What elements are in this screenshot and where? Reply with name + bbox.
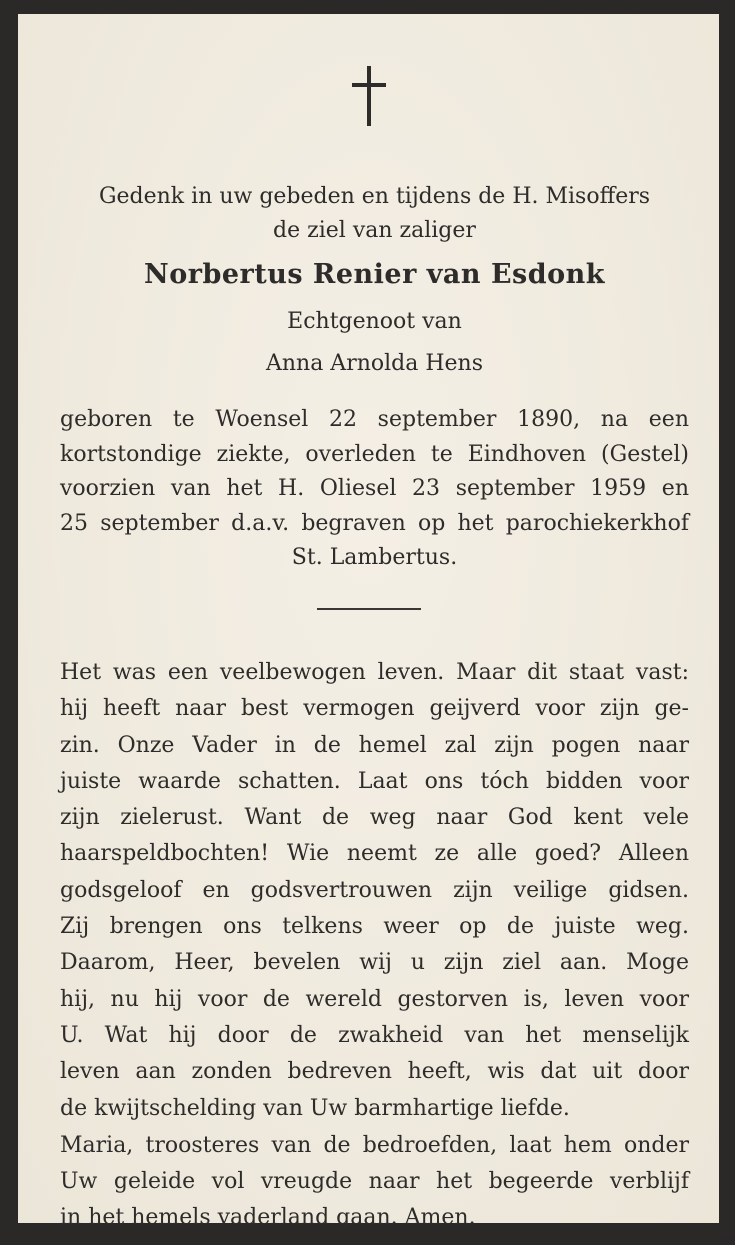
prayer-line: hij heeft naar best vermogen geijverd voor zijn ge- xyxy=(60,696,689,722)
prayer-line: U. Wat hij door de zwakheid van het menselijk xyxy=(60,1022,689,1048)
bio-line: voorzien van het H. Oliesel 23 september 1959 en xyxy=(60,476,689,501)
marian-prayer xyxy=(60,1128,689,1236)
biography xyxy=(60,403,689,576)
prayer-line: leven aan zonden bedreven heeft, wis dat uit door xyxy=(60,1059,689,1085)
marian-prayer-line: in het hemels vaderland gaan. Amen. xyxy=(60,1205,476,1230)
deceased-name: Norbertus Renier van Esdonk xyxy=(144,259,605,290)
card-paper xyxy=(18,14,719,1230)
prayer-line: juiste waarde schatten. Laat ons tóch bidden voor xyxy=(60,768,689,794)
prayer-line: Het was een veelbewogen leven. Maar dit staat vast: xyxy=(60,660,689,685)
marian-prayer-line: Maria, troosteres van de bedroefden, laat hem onder xyxy=(60,1133,689,1158)
bio-line: kortstondige ziekte, overleden te Eindhoven (Gestel) xyxy=(60,441,689,467)
divider xyxy=(317,608,421,610)
remembrance-line-1: Gedenk in uw gebeden en tijdens de H. Misoffers xyxy=(98,184,651,209)
prayer-line: godsgeloof en godsvertrouwen zijn veilige gidsen. xyxy=(60,877,689,903)
prayer-line: zin. Onze Vader in de hemel zal zijn pogen naar xyxy=(60,732,689,758)
marian-prayer-line: Uw geleide vol vreugde naar het begeerde verblijf xyxy=(60,1169,689,1194)
prayer-line: zijn zielerust. Want de weg naar God kent vele xyxy=(60,805,689,831)
prayer-line: Daarom, Heer, bevelen wij u zijn ziel aan. Moge xyxy=(60,950,689,976)
prayer-line: Zij brengen ons telkens weer op de juiste weg. xyxy=(60,914,689,940)
prayer-line: hij, nu hij voor de wereld gestorven is, leven voor xyxy=(60,986,689,1012)
card-header xyxy=(60,180,689,384)
bio-line: St. Lambertus. xyxy=(291,545,458,570)
prayer-line: haarspeldbochten! Wie neemt ze alle goed? Alleen xyxy=(60,841,689,867)
cross-icon xyxy=(352,66,386,126)
bio-line: geboren te Woensel 22 september 1890, na een xyxy=(60,407,689,432)
prayer-text xyxy=(60,655,689,1127)
bio-line: 25 september d.a.v. begraven op het parochiekerkhof xyxy=(60,510,689,536)
prayer-line: de kwijtschelding van Uw barmhartige liefde. xyxy=(60,1095,570,1121)
remembrance-line-2: de ziel van zaliger xyxy=(273,218,476,243)
spouse-name: Anna Arnolda Hens xyxy=(265,351,484,376)
spouse-intro: Echtgenoot van xyxy=(287,309,462,334)
